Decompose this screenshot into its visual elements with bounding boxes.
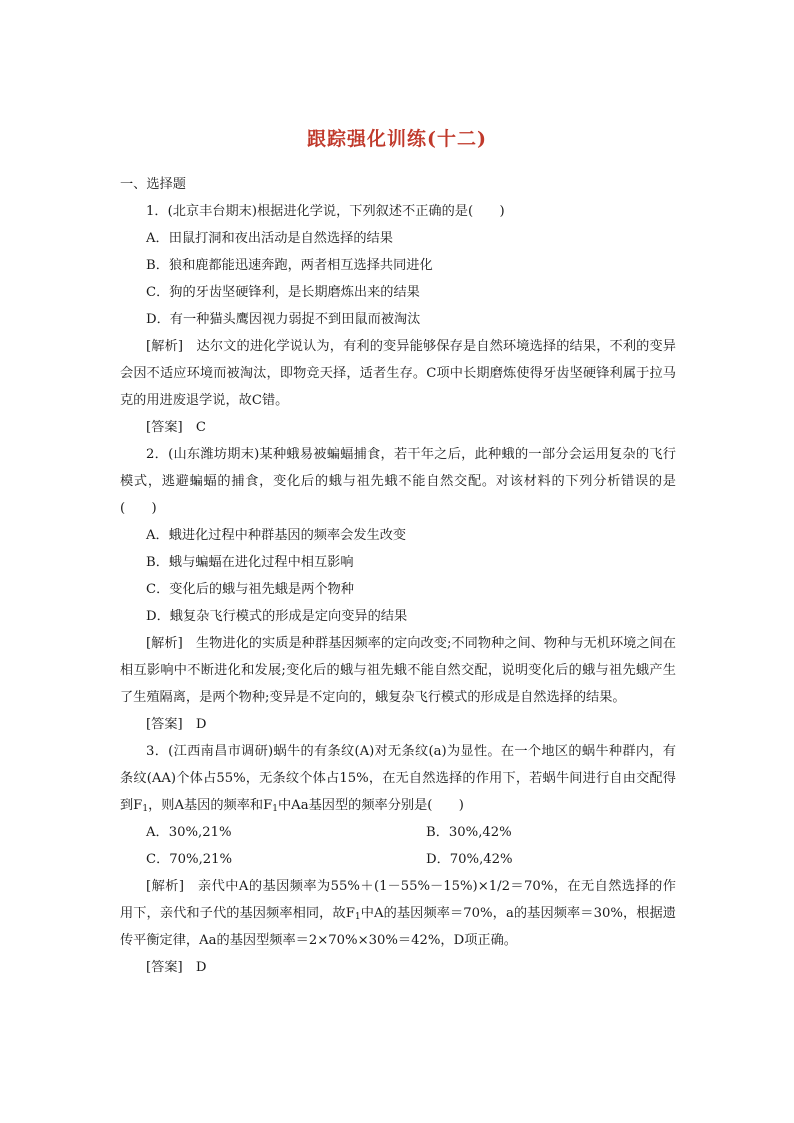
- question-1-option-b: B．狼和鹿都能迅速奔跑，两者相互选择共同进化: [146, 258, 433, 273]
- question-1-answer: [答案] C: [146, 420, 206, 435]
- question-3-options-row-2: [120, 846, 676, 873]
- question-3-stem: [120, 738, 676, 819]
- question-1-option-d: D．有一种猫头鹰因视力弱捉不到田鼠而被淘汰: [146, 312, 421, 327]
- document-body: [120, 171, 676, 981]
- question-1-option-a: A．田鼠打洞和夜出活动是自然选择的结果: [146, 231, 393, 246]
- question-2-answer: [答案] D: [146, 717, 207, 732]
- question-2-option-d: D．蛾复杂飞行模式的形成是定向变异的结果: [146, 609, 408, 624]
- question-3-stem-text-2: ，则A基因的频率和F: [148, 798, 273, 813]
- question-3-answer: [答案] D: [146, 960, 207, 975]
- question-3-analysis-text-2: 中A的基因频率＝70%，a的基因频率＝30%，根据遗传平衡定律，Aa的基因型频率＝2×70%×30%＝42%，D项正确。: [120, 906, 676, 948]
- question-2-option-c: C．变化后的蛾与祖先蛾是两个物种: [146, 582, 354, 597]
- question-3-stem-text-1: 3．(江西南昌市调研)蜗牛的有条纹(A)对无条纹(a)为显性。在一个地区的蜗牛种群内，有条纹(AA)个体占55%，无条纹个体占15%，在无自然选择的作用下，若蜗牛间进行自由交配得到F: [120, 744, 676, 813]
- question-1-stem: 1．(北京丰台期末)根据进化学说，下列叙述不正确的是( ): [146, 204, 505, 219]
- question-3-stem-text-3: 中Aa基因型的频率分别是( ): [278, 798, 464, 813]
- question-3-option-c: C．70%,21%: [146, 852, 233, 867]
- page-title: 跟踪强化训练(十二): [307, 128, 487, 150]
- subscript: 1: [272, 804, 278, 814]
- question-3-option-b: B．30%,42%: [426, 825, 512, 840]
- question-3-analysis: [120, 873, 676, 954]
- question-1-analysis: [解析] 达尔文的进化学说认为，有利的变异能够保存是自然环境选择的结果，不利的变异会因不适应环境而被淘汰，即物竞天择，适者生存。C项中长期磨炼使得牙齿坚硬锋利属于拉马克的用进废退学说，故C错。: [120, 339, 676, 408]
- question-3-analysis-text-1: [解析] 亲代中A的基因频率为55%＋(1－55%－15%)×1/2＝70%，在无自然选择的作用下，亲代和子代的基因频率相同，故F: [120, 879, 676, 921]
- question-2-option-a: A．蛾进化过程中种群基因的频率会发生改变: [146, 528, 407, 543]
- question-2-option-b: B．蛾与蝙蝠在进化过程中相互影响: [146, 555, 354, 570]
- section-heading: 一、选择题: [120, 177, 186, 192]
- question-3-option-a: A．30%,21%: [146, 825, 232, 840]
- question-2-stem: 2．(山东潍坊期末)某种蛾易被蝙蝠捕食，若干年之后，此种蛾的一部分会运用复杂的飞行模式，逃避蝙蝠的捕食，变化后的蛾与祖先蛾不能自然交配。对该材料的下列分析错误的是( ): [120, 447, 676, 516]
- subscript: 1: [142, 804, 149, 814]
- question-1-option-c: C．狗的牙齿坚硬锋利，是长期磨炼出来的结果: [146, 285, 420, 300]
- question-3-options-row-1: [120, 819, 676, 846]
- subscript: 1: [354, 912, 361, 922]
- question-3-option-d: D．70%,42%: [426, 852, 513, 867]
- question-2-analysis: [解析] 生物进化的实质是种群基因频率的定向改变;不同物种之间、物种与无机环境之间在相互影响中不断进化和发展;变化后的蛾与祖先蛾不能自然交配，说明变化后的蛾与祖先蛾产生了生殖隔离，是两个物种;变异是不定向的，蛾复杂飞行模式的形成是自然选择的结果。: [120, 636, 676, 705]
